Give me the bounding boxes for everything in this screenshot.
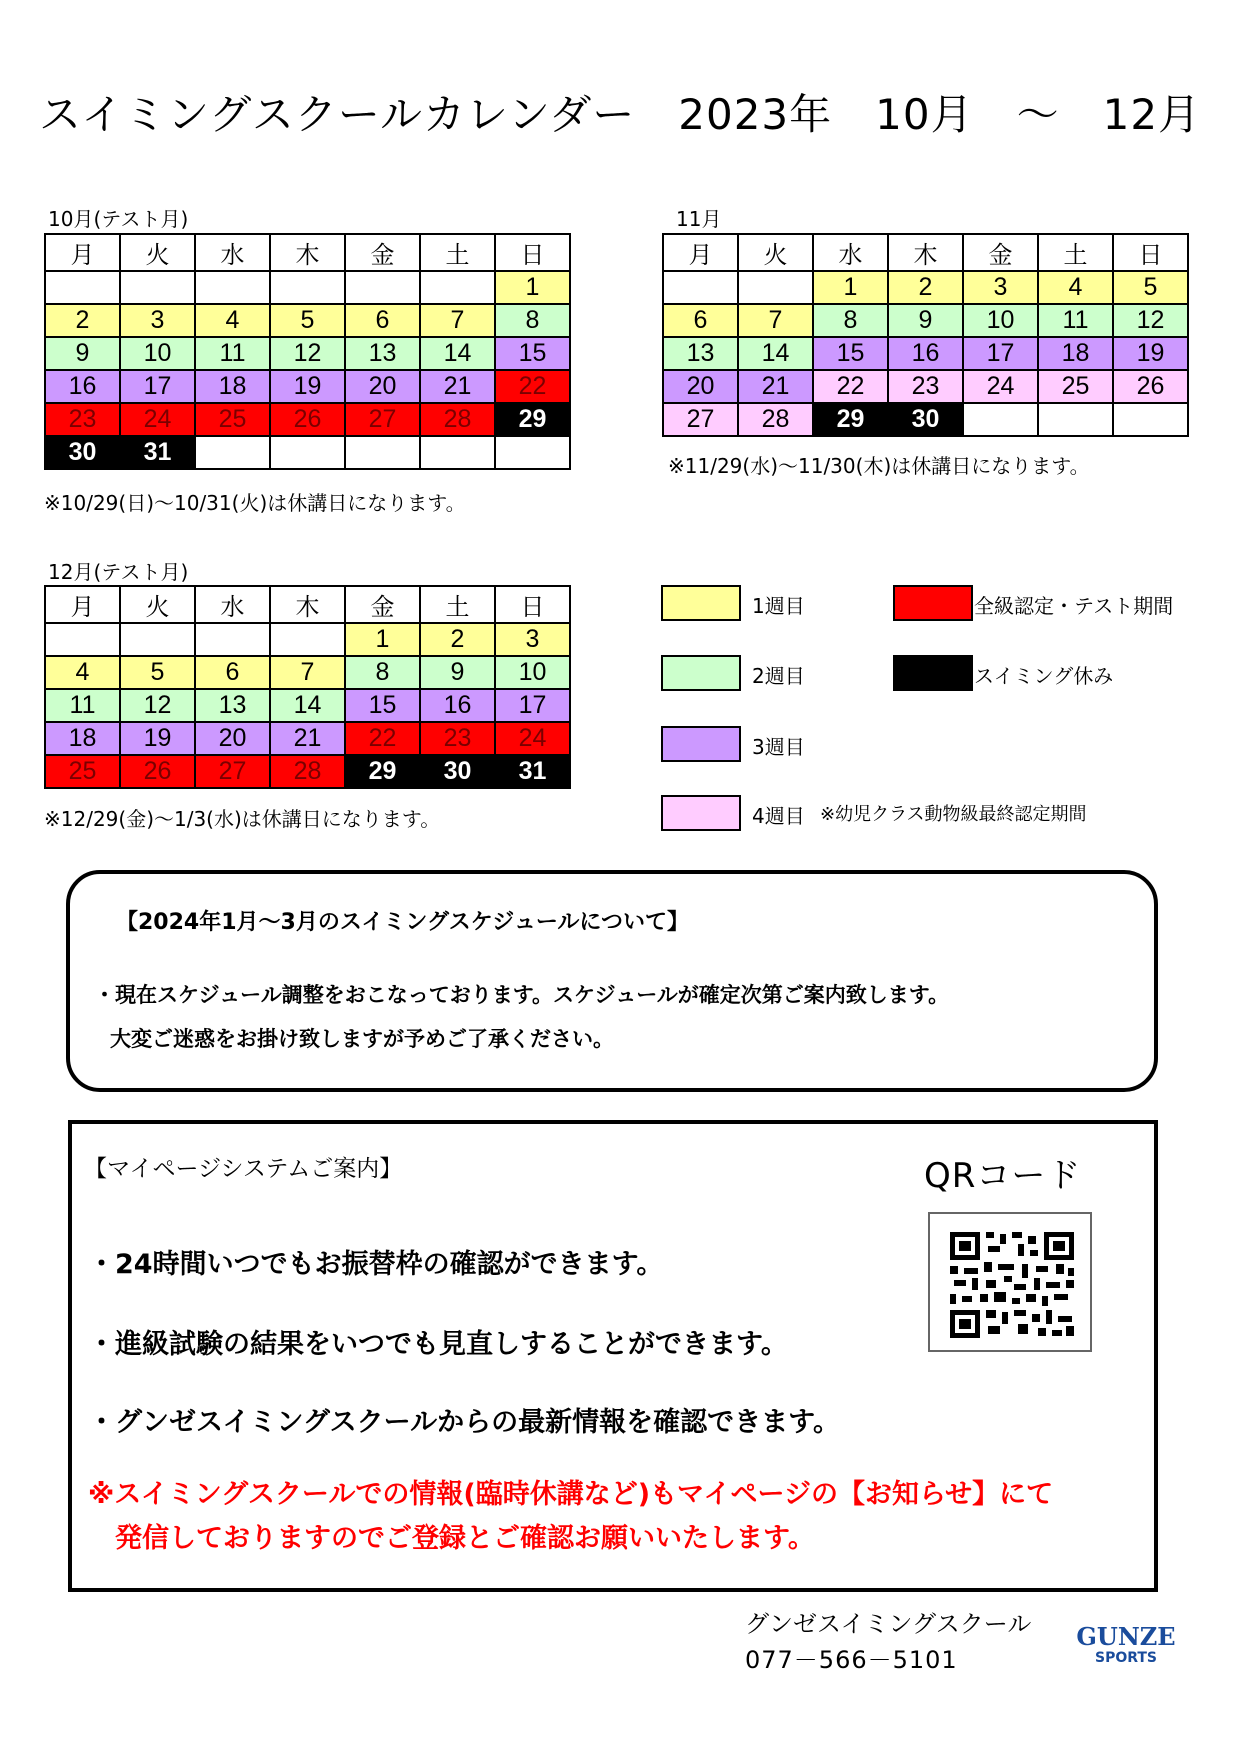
calendar-day: 8 bbox=[345, 656, 420, 689]
calendar-day: 25 bbox=[195, 403, 270, 436]
legend-swatch-week3 bbox=[661, 726, 741, 762]
calendar-empty-cell bbox=[270, 623, 345, 656]
calendar-day: 21 bbox=[420, 370, 495, 403]
weekday-header: 月 bbox=[663, 234, 738, 271]
calendar-day: 12 bbox=[1113, 304, 1188, 337]
calendar-day: 12 bbox=[270, 337, 345, 370]
calendar-week-row bbox=[45, 436, 570, 469]
weekday-header: 土 bbox=[420, 234, 495, 271]
legend-week3: 3週目 bbox=[752, 735, 805, 759]
calendar-day: 13 bbox=[345, 337, 420, 370]
calendar-day: 30 bbox=[888, 403, 963, 436]
calendar-empty-cell bbox=[195, 436, 270, 469]
calendar-day: 14 bbox=[270, 689, 345, 722]
calendar-day: 10 bbox=[963, 304, 1038, 337]
weekday-header: 日 bbox=[495, 586, 570, 623]
oct-caption: 10月(テスト月) bbox=[48, 207, 189, 231]
calendar-week-row bbox=[45, 370, 570, 403]
calendar-day: 5 bbox=[120, 656, 195, 689]
mypage-item-1: ・24時間いつでもお振替枠の確認ができます。 bbox=[88, 1249, 664, 1280]
calendar-day: 9 bbox=[420, 656, 495, 689]
calendar-day: 14 bbox=[738, 337, 813, 370]
calendar-week-row bbox=[45, 722, 570, 755]
calendar-week-row bbox=[45, 755, 570, 788]
calendar-week-row bbox=[45, 337, 570, 370]
calendar-empty-cell bbox=[45, 623, 120, 656]
legend-swatch-week1 bbox=[661, 585, 741, 621]
calendar-day: 20 bbox=[345, 370, 420, 403]
weekday-header: 土 bbox=[1038, 234, 1113, 271]
schedule-heading: 【2024年1月～3月のスイミングスケジュールについて】 bbox=[116, 910, 689, 935]
calendar-day: 23 bbox=[420, 722, 495, 755]
calendar-day: 4 bbox=[195, 304, 270, 337]
calendar-day: 4 bbox=[1038, 271, 1113, 304]
calendar-day: 28 bbox=[738, 403, 813, 436]
calendar-empty-cell bbox=[1113, 403, 1188, 436]
gunze-sports-logo bbox=[1068, 1624, 1184, 1666]
calendar-day: 21 bbox=[270, 722, 345, 755]
calendar-day: 5 bbox=[270, 304, 345, 337]
weekday-header: 木 bbox=[888, 234, 963, 271]
calendar-day: 28 bbox=[270, 755, 345, 788]
calendar-week-row bbox=[45, 304, 570, 337]
qr-label: QRコード bbox=[924, 1156, 1082, 1196]
calendar-day: 8 bbox=[495, 304, 570, 337]
mypage-heading: 【マイページシステムご案内】 bbox=[84, 1156, 403, 1182]
calendar-day: 10 bbox=[120, 337, 195, 370]
nov-caption: 11月 bbox=[676, 207, 722, 231]
calendar-empty-cell bbox=[345, 271, 420, 304]
calendar-week-row bbox=[663, 403, 1188, 436]
weekday-header: 金 bbox=[963, 234, 1038, 271]
calendar-day: 13 bbox=[195, 689, 270, 722]
weekday-header: 日 bbox=[1113, 234, 1188, 271]
calendar-day: 15 bbox=[495, 337, 570, 370]
legend-swatch-test bbox=[893, 585, 973, 621]
legend-test: 全級認定・テスト期間 bbox=[974, 594, 1174, 618]
calendar-day: 24 bbox=[495, 722, 570, 755]
legend-week4-note: ※幼児クラス動物級最終認定期間 bbox=[820, 804, 1087, 825]
calendar-week-row bbox=[663, 370, 1188, 403]
logo-gunze-text: GUNZE bbox=[1076, 1622, 1176, 1651]
qr-code[interactable] bbox=[928, 1212, 1092, 1352]
schedule-line-1: ・現在スケジュール調整をおこなっております。スケジュールが確定次第ご案内致します。 bbox=[94, 983, 950, 1007]
calendar-week-row bbox=[663, 271, 1188, 304]
legend-closed: スイミング休み bbox=[974, 664, 1114, 688]
calendar-day: 6 bbox=[345, 304, 420, 337]
calendar-day: 11 bbox=[1038, 304, 1113, 337]
calendar-day: 11 bbox=[45, 689, 120, 722]
legend-swatch-week2 bbox=[661, 655, 741, 691]
calendar-day: 6 bbox=[663, 304, 738, 337]
calendar-day: 1 bbox=[345, 623, 420, 656]
calendar-day: 22 bbox=[495, 370, 570, 403]
calendar-day: 2 bbox=[888, 271, 963, 304]
calendar-day: 2 bbox=[420, 623, 495, 656]
calendar-day: 26 bbox=[120, 755, 195, 788]
qr-code-graphic bbox=[930, 1214, 1090, 1350]
weekday-header: 火 bbox=[120, 586, 195, 623]
calendar-day: 31 bbox=[120, 436, 195, 469]
calendar-empty-cell bbox=[120, 271, 195, 304]
calendar-day: 7 bbox=[420, 304, 495, 337]
calendar-day: 18 bbox=[1038, 337, 1113, 370]
weekday-header: 土 bbox=[420, 586, 495, 623]
calendar-day: 24 bbox=[963, 370, 1038, 403]
calendar-dec bbox=[44, 585, 571, 789]
calendar-day: 30 bbox=[45, 436, 120, 469]
mypage-item-3: ・グンゼスイミングスクールからの最新情報を確認できます。 bbox=[88, 1407, 840, 1438]
calendar-day: 31 bbox=[495, 755, 570, 788]
weekday-header: 水 bbox=[195, 234, 270, 271]
weekday-header: 日 bbox=[495, 234, 570, 271]
dec-caption: 12月(テスト月) bbox=[48, 560, 189, 584]
calendar-day: 25 bbox=[1038, 370, 1113, 403]
calendar-day: 5 bbox=[1113, 271, 1188, 304]
calendar-day: 9 bbox=[888, 304, 963, 337]
calendar-day: 30 bbox=[420, 755, 495, 788]
calendar-day: 29 bbox=[345, 755, 420, 788]
calendar-empty-cell bbox=[420, 271, 495, 304]
calendar-week-row bbox=[45, 271, 570, 304]
weekday-header: 木 bbox=[270, 234, 345, 271]
footer-school-name: グンゼスイミングスクール bbox=[745, 1610, 1032, 1638]
calendar-day: 19 bbox=[270, 370, 345, 403]
schedule-line-2: 大変ご迷惑をお掛け致しますが予めご了承ください。 bbox=[110, 1027, 614, 1051]
calendar-empty-cell bbox=[45, 271, 120, 304]
calendar-week-row bbox=[663, 337, 1188, 370]
calendar-day: 3 bbox=[963, 271, 1038, 304]
mypage-red-notice-2: 発信しておりますのでご登録とご確認お願いいたします。 bbox=[115, 1523, 815, 1554]
weekday-header: 水 bbox=[195, 586, 270, 623]
calendar-empty-cell bbox=[420, 436, 495, 469]
calendar-day: 14 bbox=[420, 337, 495, 370]
calendar-empty-cell bbox=[120, 623, 195, 656]
calendar-day: 11 bbox=[195, 337, 270, 370]
calendar-day: 3 bbox=[495, 623, 570, 656]
calendar-day: 12 bbox=[120, 689, 195, 722]
calendar-empty-cell bbox=[345, 436, 420, 469]
weekday-header: 水 bbox=[813, 234, 888, 271]
calendar-day: 8 bbox=[813, 304, 888, 337]
calendar-empty-cell bbox=[963, 403, 1038, 436]
calendar-day: 18 bbox=[45, 722, 120, 755]
calendar-day: 22 bbox=[813, 370, 888, 403]
legend-week4: 4週目 bbox=[752, 804, 805, 828]
calendar-day: 23 bbox=[888, 370, 963, 403]
calendar-day: 26 bbox=[270, 403, 345, 436]
calendar-day: 17 bbox=[120, 370, 195, 403]
calendar-day: 4 bbox=[45, 656, 120, 689]
calendar-empty-cell bbox=[663, 271, 738, 304]
legend-week1: 1週目 bbox=[752, 594, 805, 618]
calendar-day: 16 bbox=[888, 337, 963, 370]
mypage-red-notice-1: ※スイミングスクールでの情報(臨時休講など)もマイページの【お知らせ】にて bbox=[88, 1479, 1054, 1510]
nov-note: ※11/29(水)～11/30(木)は休講日になります。 bbox=[668, 454, 1090, 478]
calendar-day: 28 bbox=[420, 403, 495, 436]
calendar-week-row bbox=[45, 689, 570, 722]
calendar-day: 27 bbox=[663, 403, 738, 436]
calendar-day: 22 bbox=[345, 722, 420, 755]
calendar-day: 29 bbox=[813, 403, 888, 436]
calendar-empty-cell bbox=[195, 623, 270, 656]
calendar-day: 7 bbox=[270, 656, 345, 689]
calendar-day: 3 bbox=[120, 304, 195, 337]
calendar-day: 13 bbox=[663, 337, 738, 370]
calendar-day: 1 bbox=[813, 271, 888, 304]
calendar-day: 6 bbox=[195, 656, 270, 689]
calendar-empty-cell bbox=[270, 271, 345, 304]
calendar-day: 1 bbox=[495, 271, 570, 304]
calendar-oct bbox=[44, 233, 571, 470]
calendar-day: 23 bbox=[45, 403, 120, 436]
calendar-day: 7 bbox=[738, 304, 813, 337]
calendar-empty-cell bbox=[270, 436, 345, 469]
calendar-day: 18 bbox=[195, 370, 270, 403]
calendar-empty-cell bbox=[495, 436, 570, 469]
calendar-week-row bbox=[45, 623, 570, 656]
weekday-header: 金 bbox=[345, 234, 420, 271]
legend-week2: 2週目 bbox=[752, 664, 805, 688]
weekday-header: 木 bbox=[270, 586, 345, 623]
calendar-day: 24 bbox=[120, 403, 195, 436]
calendar-day: 17 bbox=[495, 689, 570, 722]
calendar-day: 19 bbox=[1113, 337, 1188, 370]
calendar-day: 27 bbox=[195, 755, 270, 788]
logo-sports-text: SPORTS bbox=[1094, 1650, 1158, 1666]
calendar-week-row bbox=[45, 403, 570, 436]
calendar-day: 19 bbox=[120, 722, 195, 755]
calendar-day: 15 bbox=[345, 689, 420, 722]
calendar-day: 17 bbox=[963, 337, 1038, 370]
calendar-day: 16 bbox=[420, 689, 495, 722]
footer-phone: 077－566－5101 bbox=[745, 1646, 958, 1674]
weekday-header: 金 bbox=[345, 586, 420, 623]
calendar-empty-cell bbox=[195, 271, 270, 304]
calendar-day: 16 bbox=[45, 370, 120, 403]
calendar-day: 20 bbox=[663, 370, 738, 403]
weekday-header: 月 bbox=[45, 234, 120, 271]
calendar-day: 25 bbox=[45, 755, 120, 788]
calendar-week-row bbox=[45, 656, 570, 689]
weekday-header: 火 bbox=[120, 234, 195, 271]
calendar-nov bbox=[662, 233, 1189, 437]
calendar-empty-cell bbox=[738, 271, 813, 304]
mypage-item-2: ・進級試験の結果をいつでも見直しすることができます。 bbox=[88, 1329, 788, 1360]
calendar-day: 26 bbox=[1113, 370, 1188, 403]
weekday-header: 火 bbox=[738, 234, 813, 271]
calendar-day: 27 bbox=[345, 403, 420, 436]
calendar-day: 20 bbox=[195, 722, 270, 755]
calendar-day: 10 bbox=[495, 656, 570, 689]
legend-swatch-week4 bbox=[661, 795, 741, 831]
calendar-day: 15 bbox=[813, 337, 888, 370]
page-title: スイミングスクールカレンダー 2023年 10月 ～ 12月 bbox=[38, 90, 1202, 139]
calendar-day: 29 bbox=[495, 403, 570, 436]
weekday-header: 月 bbox=[45, 586, 120, 623]
calendar-day: 2 bbox=[45, 304, 120, 337]
oct-note: ※10/29(日)～10/31(火)は休講日になります。 bbox=[44, 491, 466, 515]
legend-swatch-closed bbox=[893, 655, 973, 691]
dec-note: ※12/29(金)～1/3(水)は休講日になります。 bbox=[44, 807, 441, 831]
calendar-day: 21 bbox=[738, 370, 813, 403]
calendar-week-row bbox=[663, 304, 1188, 337]
calendar-empty-cell bbox=[1038, 403, 1113, 436]
calendar-day: 9 bbox=[45, 337, 120, 370]
